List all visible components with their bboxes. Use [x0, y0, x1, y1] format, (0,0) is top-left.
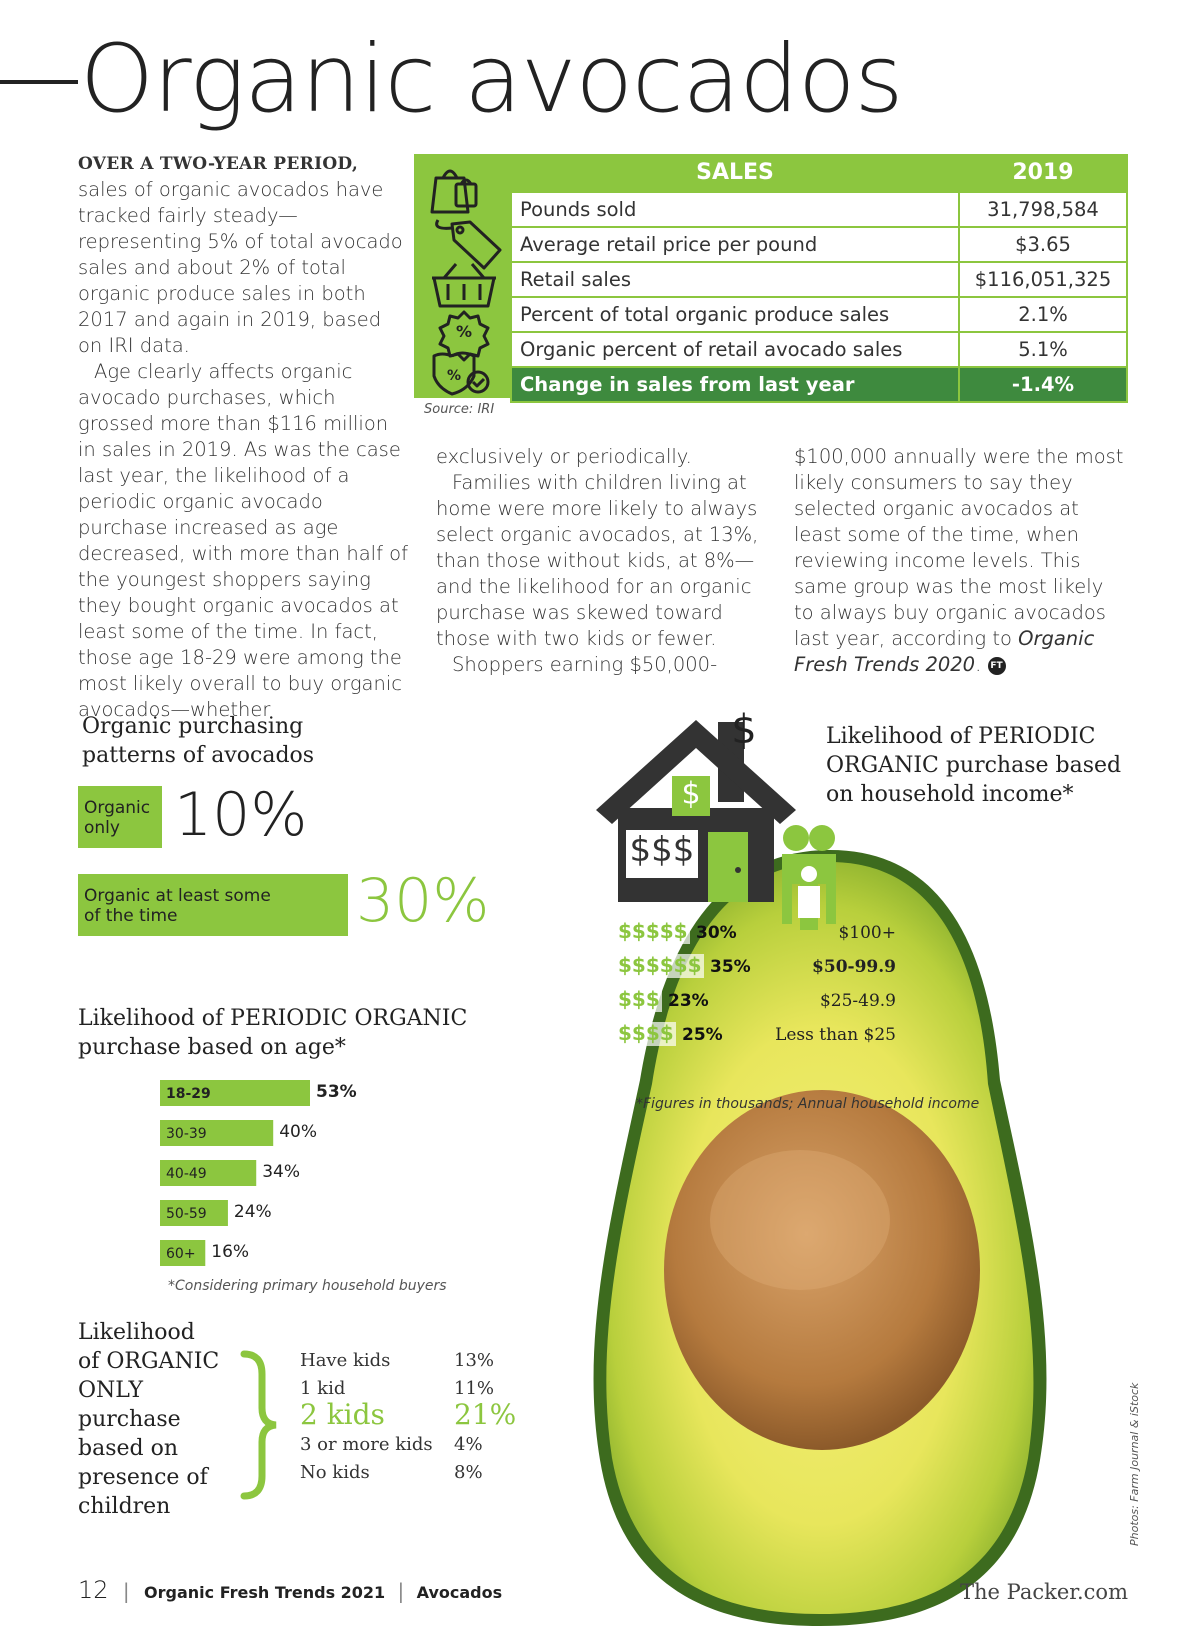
footer-publication: Organic Fresh Trends 2021	[144, 1583, 386, 1602]
table-row	[511, 192, 1127, 227]
age-value-label: 40%	[279, 1122, 318, 1142]
article-column-1	[78, 150, 408, 723]
article-col2-p3: Shoppers earning $50,000-	[452, 653, 718, 676]
page-title: Organic avocados	[80, 25, 903, 134]
table-cell-label: Change in sales from last year	[511, 367, 959, 402]
kids-title-line: purchase	[78, 1407, 181, 1432]
kids-title-line: ONLY	[78, 1378, 144, 1403]
age-chart-title-line: purchase based on age*	[78, 1035, 346, 1060]
family-icon	[782, 825, 836, 930]
table-cell-value: 5.1%	[959, 332, 1127, 367]
income-dollar-icons: $$$	[618, 987, 660, 1011]
income-dollar-icons: $$$$$$	[618, 953, 702, 977]
income-category-label: Less than $25	[775, 1025, 896, 1045]
income-category-label: $25-49.9	[819, 991, 896, 1011]
ft-badge-icon: FT	[988, 657, 1006, 675]
age-category-label: 40-49	[166, 1166, 207, 1182]
curly-brace-icon	[238, 1350, 282, 1500]
table-cell-label: Average retail price per pound	[511, 227, 959, 262]
sales-header-row	[511, 154, 1127, 192]
table-row-change	[511, 367, 1127, 402]
kids-row-value: 4%	[454, 1434, 483, 1455]
window-dollar-icon: $	[681, 776, 701, 812]
footer-separator: |	[122, 1579, 130, 1603]
price-tag-icon	[437, 220, 500, 268]
table-cell-value: $3.65	[959, 227, 1127, 262]
article-column-3	[794, 444, 1124, 678]
kids-row-label-highlight: 2 kids	[300, 1398, 385, 1431]
age-chart-note: *Considering primary household buyers	[168, 1278, 447, 1294]
income-category-label: $50-99.9	[812, 957, 896, 977]
age-category-label: 18-29	[166, 1086, 211, 1102]
article-col2-p2: Families with children living at home were more likely to always select organic avocados, at 13%, than those without kids, at 8%—and the likelihood for an organic purchase was skewed toward those with two kids or fewer.	[436, 471, 759, 650]
window-dollars-icon: $$$	[629, 829, 695, 870]
article-source: Organic Fresh Trends 2020	[794, 627, 1095, 676]
kids-row-label: 3 or more kids	[300, 1434, 433, 1455]
sales-table	[510, 154, 1128, 403]
kids-title-line: Likelihood	[78, 1320, 195, 1345]
age-value-label: 34%	[262, 1162, 301, 1182]
kids-row-value: 13%	[454, 1350, 495, 1371]
income-chart-title-line: Likelihood of PERIODIC	[826, 724, 1096, 749]
article-col1-p2: Age clearly affects organic avocado purchases, which grossed more than $116 million in sales in 2019. As was the case last year, the likelihood of a periodic organic avocado purchase increased as age decreased, with more than half of the youngest shoppers saying they bought organic avocados at least some of the time. In fact, those age 18-29 were among the most likely overall to buy organic avocados—whether	[78, 360, 408, 721]
income-value-label: 25%	[682, 1025, 723, 1045]
kids-title-line: based on	[78, 1436, 178, 1461]
income-chart-title	[826, 722, 1146, 809]
kids-row-label: No kids	[300, 1462, 370, 1483]
income-category-label: $100+	[838, 923, 896, 943]
article-lead: OVER A TWO-YEAR PERIOD,	[78, 154, 359, 174]
kids-row-value: 11%	[454, 1378, 495, 1399]
table-cell-value: 31,798,584	[959, 192, 1127, 227]
chimney-dollar-icon: $	[731, 706, 757, 753]
income-value-label: 23%	[668, 991, 709, 1011]
organic-only-label-line: only	[84, 818, 120, 838]
article-col2-p1: exclusively or periodically.	[436, 445, 692, 468]
table-cell-label: Percent of total organic produce sales	[511, 297, 959, 332]
footer-separator: |	[397, 1579, 405, 1603]
svg-text:%: %	[446, 368, 462, 384]
table-cell-label: Retail sales	[511, 262, 959, 297]
article-col1-p1: sales of organic avocados have tracked fairly steady—representing 5% of total avocado sales and about 2% of total organic produce sales in both 2017 and again in 2019, based on IRI data.	[78, 178, 403, 357]
age-value-label: 16%	[211, 1242, 250, 1262]
income-chart-title-line: ORGANIC purchase based	[826, 753, 1122, 778]
table-row	[511, 227, 1127, 262]
age-chart-title-line: Likelihood of PERIODIC ORGANIC	[78, 1006, 468, 1031]
kids-row-value-highlight: 21%	[454, 1398, 517, 1431]
avocado-illustration	[560, 700, 1080, 1626]
photo-credit: Photos: Farm Journal & iStock	[1128, 1382, 1141, 1546]
svg-text:%: %	[455, 322, 473, 341]
income-dollar-icons: $$$$	[618, 1021, 674, 1045]
purchasing-patterns-title	[82, 712, 314, 770]
sales-header-label: SALES	[696, 160, 774, 185]
organic-only-value: 10%	[174, 780, 308, 850]
purchasing-patterns-title-line: Organic purchasing	[82, 714, 304, 739]
kids-row-label: 1 kid	[300, 1378, 346, 1399]
age-value-label: 53%	[316, 1082, 357, 1102]
age-bar-chart	[160, 1080, 480, 1290]
sales-icons	[418, 160, 510, 396]
table-cell-value: -1.4%	[959, 367, 1127, 402]
organic-only-label-line: Organic	[84, 798, 151, 818]
page-footer	[78, 1576, 502, 1604]
kids-title-line: of ORGANIC	[78, 1349, 220, 1374]
income-value-label: 35%	[710, 957, 751, 977]
table-row	[511, 332, 1127, 367]
site-name: The Packer.com	[960, 1580, 1128, 1604]
age-category-label: 60+	[166, 1246, 196, 1262]
footer-section: Avocados	[416, 1583, 503, 1602]
age-value-label: 24%	[233, 1202, 272, 1222]
sales-header-year: 2019	[1012, 160, 1074, 185]
income-dollar-icons: $$$$$	[618, 919, 688, 943]
table-row	[511, 262, 1127, 297]
table-cell-value: $116,051,325	[959, 262, 1127, 297]
table-cell-label: Pounds sold	[511, 192, 959, 227]
table-row	[511, 297, 1127, 332]
article-col3-end: .	[975, 653, 982, 676]
table-cell-value: 2.1%	[959, 297, 1127, 332]
income-chart-note: *Figures in thousands; Annual household income	[636, 1096, 980, 1112]
kids-row-label: Have kids	[300, 1350, 391, 1371]
article-col3-p1: $100,000 annually were the most likely consumers to say they selected organic avocados at least some of the time, when reviewing income levels. This same group was the most likely to always buy organic avocados last year, according to	[794, 445, 1124, 650]
page-number: 12	[78, 1576, 109, 1604]
kids-title	[78, 1318, 238, 1521]
organic-only-label	[78, 786, 162, 848]
basket-icon	[432, 264, 496, 306]
table-cell-label: Organic percent of retail avocado sales	[511, 332, 959, 367]
age-chart-title	[78, 1004, 467, 1062]
kids-title-line: children	[78, 1494, 171, 1519]
organic-some-label	[78, 874, 348, 936]
age-category-label: 50-59	[166, 1206, 207, 1222]
kids-row-value: 8%	[454, 1462, 483, 1483]
organic-some-label-line: Organic at least some	[84, 886, 271, 906]
income-chart-title-line: on household income*	[826, 782, 1074, 807]
income-value-label: 30%	[696, 923, 737, 943]
age-category-label: 30-39	[166, 1126, 207, 1142]
sales-source: Source: IRI	[424, 402, 495, 417]
kids-title-line: presence of	[78, 1465, 208, 1490]
purchasing-patterns-title-line: patterns of avocados	[82, 743, 315, 768]
title-rule	[0, 80, 78, 84]
organic-some-value: 30%	[356, 866, 490, 936]
article-column-2	[436, 444, 766, 678]
shopping-bag-icon	[432, 171, 476, 212]
organic-some-label-line: of the time	[84, 906, 178, 926]
